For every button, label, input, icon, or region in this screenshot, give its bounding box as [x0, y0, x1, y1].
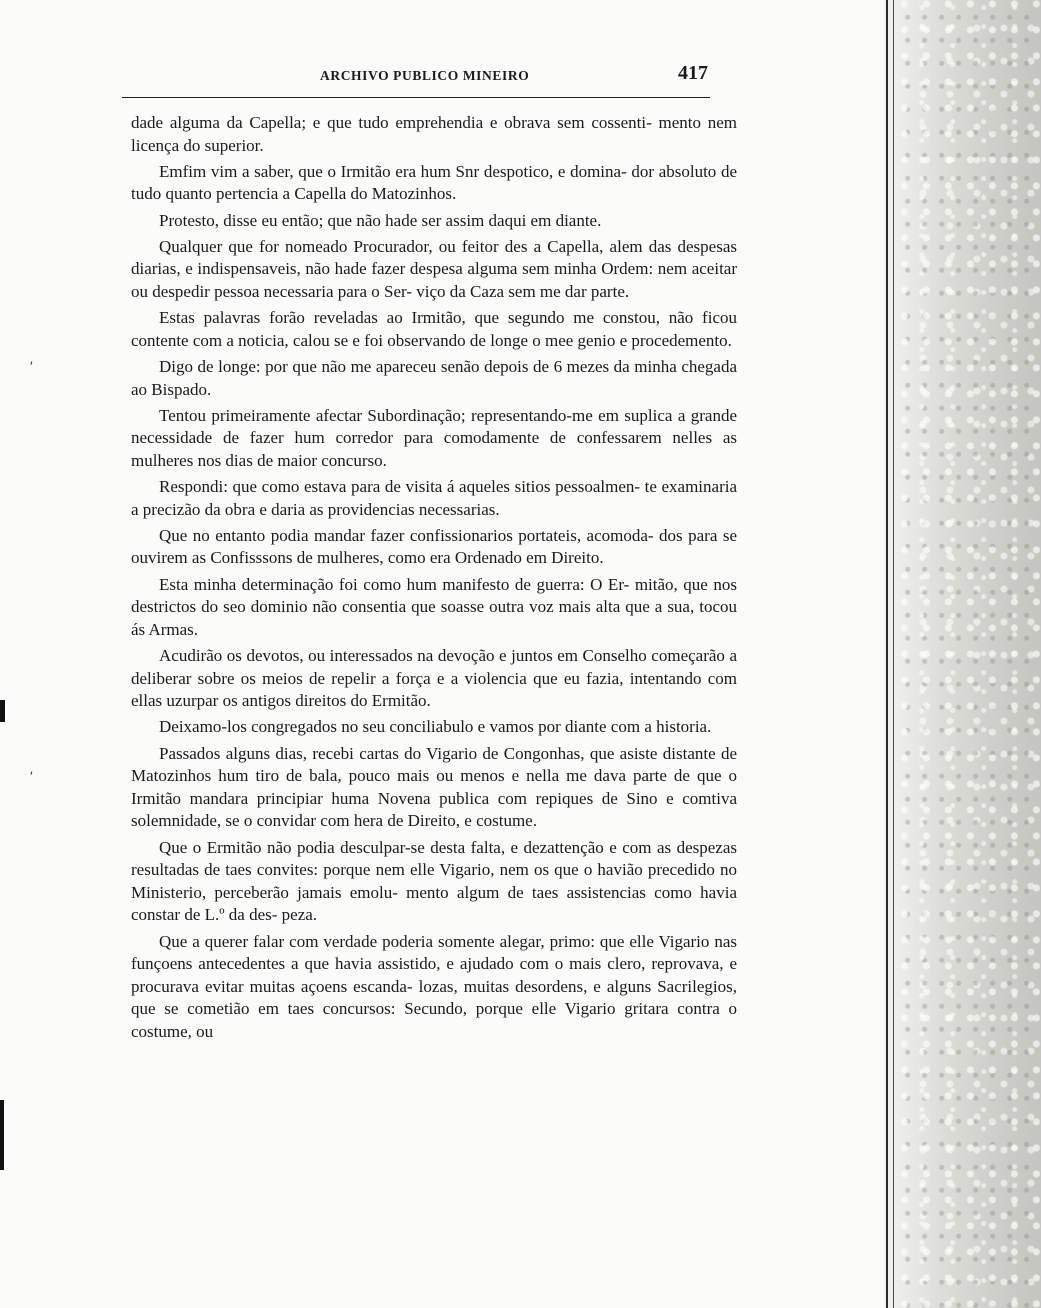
- gutter-edge-line: [886, 0, 888, 1308]
- page-header: [122, 62, 710, 94]
- paragraph: Que o Ermitão não podia desculpar-se desta falta, e dezattenção e com as despezas resultadas de taes convites: porque nem elle Vigario, nem os que o havião precedido no Ministerio, perceberão jamais emolu- mento algum de taes assistencias como havia constar de L.º da des- peza.: [131, 837, 737, 925]
- paragraph: Estas palavras forão reveladas ao Irmitão, que segundo me constou, não ficou contente com a noticia, calou se e foi observando de longe o mee genio e procedemento.: [131, 308, 737, 350]
- scan-edge-mark: [0, 700, 5, 722]
- paragraph: dade alguma da Capella; e que tudo emprehendia e obrava sem cossenti- mento nem licença do superior.: [131, 113, 737, 155]
- gutter-texture: [900, 0, 1041, 1308]
- paragraph: Emfim vim a saber, que o Irmitão era hum Snr despotico, e domina- dor absoluto de tudo quanto pertencia a Capella do Matozinhos.: [131, 161, 737, 204]
- header-rule: [122, 97, 710, 98]
- margin-tick-mark: ʹ: [30, 360, 34, 375]
- margin-tick-mark: ʹ: [30, 770, 34, 785]
- paragraph: Que no entanto podia mandar fazer confissionarios portateis, acomoda- dos para se ouvirem as Confisssons de mulheres, como era Ordenado em Direito.: [131, 525, 737, 568]
- paragraph: Protesto, disse eu então; que não hade ser assim daqui em diante.: [159, 210, 602, 230]
- page-number: 417: [678, 62, 708, 84]
- paragraph: Respondi: que como estava para de visita á aqueles sitios pessoalmen- te examinaria a precizão da obra e daria as providencias necessarias.: [131, 477, 737, 519]
- paragraph: Tentou primeiramente afectar Subordinação; representando-me em suplica a grande necessidade de fazer hum corredor para comodamente de confessarem nelles as mulheres nos dias de maior concurso.: [131, 405, 737, 470]
- paragraph: Esta minha determinação foi como hum manifesto de guerra: O Er- mitão, que nos destrictos do seo dominio não consentia que soasse outra voz mais alta que a sua, tocou ás Armas.: [131, 574, 737, 639]
- paragraph: Que a querer falar com verdade poderia somente alegar, primo: que elle Vigario nas funçoens antecedentes a que havia assistido, e ajudado com o mais clero, reprovava, e procurava evitar muitas açoens escanda- lozas, muitas desordens, e alguns Sacrilegios, que se cometião em taes concursos: Secundo, porque elle Vigario gritara contra o costume, ou: [131, 931, 737, 1041]
- running-title: ARCHIVO PUBLICO MINEIRO: [320, 68, 530, 83]
- paragraph: Deixamo-los congregados no seu conciliabulo e vamos por diante com a historia.: [159, 717, 712, 737]
- body-text: [131, 112, 737, 1047]
- gutter-edge-line: [893, 0, 894, 1308]
- paragraph: Acudirão os devotos, ou interessados na devoção e juntos em Conselho começarão a deliberar sobre os meios de repelir a força e a violencia que eu fazia, intentando com ellas uzurpar os antigos direitos do Ermitão.: [131, 646, 737, 711]
- paragraph: Qualquer que for nomeado Procurador, ou feitor des a Capella, alem das despesas diarias, e indispensaveis, não hade fazer despesa alguma sem minha Ordem: nem aceitar ou despedir pessoa necessaria para o Ser- viço da Caza sem me dar parte.: [131, 236, 737, 301]
- paragraph: Passados alguns dias, recebi cartas do Vigario de Congonhas, que asiste distante de Matozinhos hum tiro de bala, pouco mais ou menos e nella me dava parte de que o Irmitão mandara principiar huma Novena publica com repiques de Sino e comtiva solemnidade, se o convidar com hera de Direito, e costume.: [131, 743, 737, 831]
- scan-edge-mark: [0, 1100, 4, 1170]
- paragraph: Digo de longe: por que não me apareceu senão depois de 6 mezes da minha chegada ao Bispado.: [131, 356, 737, 399]
